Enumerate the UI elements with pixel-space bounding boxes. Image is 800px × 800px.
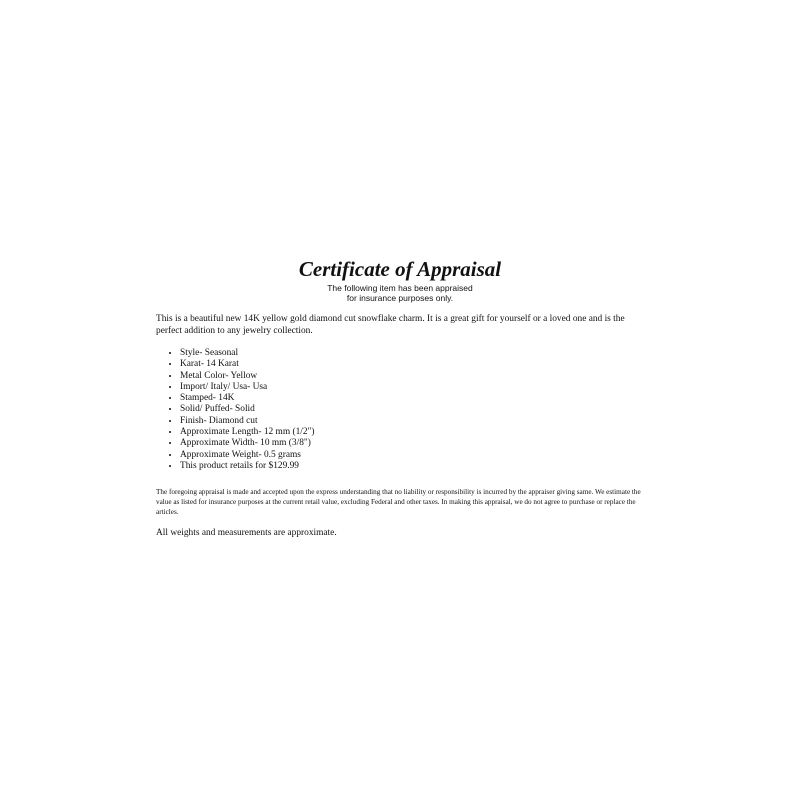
certificate-subtitle xyxy=(0,283,800,303)
appraisal-disclaimer: The foregoing appraisal is made and accepted upon the express understanding that no liability or responsibility is incurred by the appraiser giving same. We estimate the value as listed for insurance purposes at the current retail value, excluding Federal and other taxes. In making this appraisal, we do not agree to purchase or replace the articles. xyxy=(156,488,641,517)
item-description: This is a beautiful new 14K yellow gold diamond cut snowflake charm. It is a great gift for yourself or a loved one and is the perfect addition to any jewelry collection. xyxy=(156,314,625,336)
spec-item-retail-price: • This product retails for $129.99 xyxy=(180,461,580,472)
certificate-title: Certificate of Appraisal xyxy=(298,257,502,281)
subtitle-line-2: for insurance purposes only. xyxy=(346,293,454,303)
spec-item-width: • Approximate Width- 10 mm (3/8") xyxy=(180,438,580,449)
spec-item-length: • Approximate Length- 12 mm (1/2") xyxy=(180,427,580,438)
measurements-note: All weights and measurements are approximate. xyxy=(156,528,337,538)
item-specs-list xyxy=(156,348,580,472)
spec-item-import: • Import/ Italy/ Usa- Usa xyxy=(180,382,580,393)
spec-item-solid-puffed: • Solid/ Puffed- Solid xyxy=(180,404,580,415)
spec-item-weight: • Approximate Weight- 0.5 grams xyxy=(180,450,580,461)
spec-item-finish: • Finish- Diamond cut xyxy=(180,416,580,427)
spec-item-metal-color: • Metal Color- Yellow xyxy=(180,371,580,382)
spec-item-style: • Style- Seasonal xyxy=(180,348,580,359)
spec-item-stamped: • Stamped- 14K xyxy=(180,393,580,404)
subtitle-line-1: The following item has been appraised xyxy=(327,283,473,293)
spec-item-karat: • Karat- 14 Karat xyxy=(180,359,580,370)
